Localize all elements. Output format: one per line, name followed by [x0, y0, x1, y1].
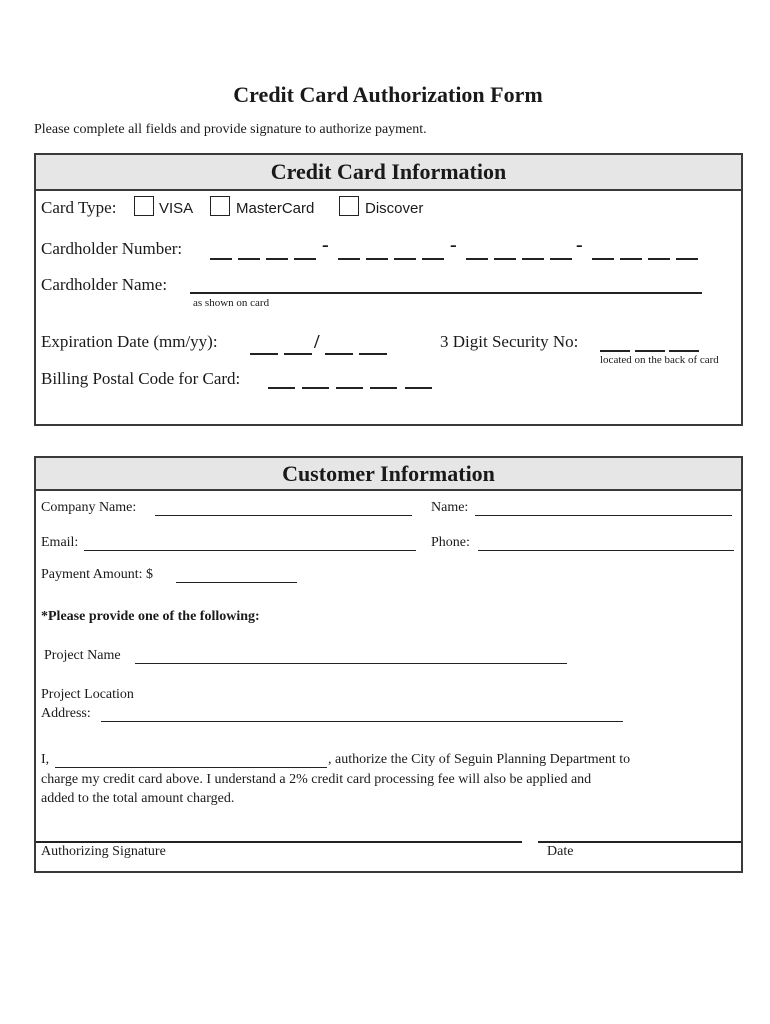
cardholder-number-label: Cardholder Number: — [41, 239, 183, 258]
date-label: Date — [547, 844, 574, 859]
cardholder-name-label: Cardholder Name: — [41, 275, 168, 294]
customer-section — [34, 456, 743, 873]
phone-label: Phone: — [431, 535, 470, 550]
cardholder-name-field[interactable] — [190, 292, 702, 294]
postal-code-label: Billing Postal Code for Card: — [41, 369, 241, 388]
payment-amount-field[interactable] — [176, 582, 297, 583]
number-separator: - — [450, 234, 457, 256]
number-separator: - — [322, 234, 329, 256]
discover-label: Discover — [365, 200, 424, 217]
form-instructions: Please complete all fields and provide signature to authorize payment. — [34, 122, 427, 137]
cardholder-name-hint: as shown on card — [193, 297, 270, 309]
form-title: Credit Card Authorization Form — [233, 82, 543, 107]
authorization-line-2: charge my credit card above. I understand a 2% credit card processing fee will also be applied and — [41, 772, 592, 787]
credit-card-section-header: Credit Card Information — [36, 155, 741, 191]
name-label: Name: — [431, 500, 469, 515]
email-label: Email: — [41, 535, 79, 550]
name-field[interactable] — [475, 515, 732, 516]
payment-amount-label: Payment Amount: $ — [41, 567, 153, 582]
project-name-label: Project Name — [44, 648, 121, 663]
authorization-line-1: , authorize the City of Seguin Planning Department to — [328, 752, 631, 767]
number-separator: - — [576, 234, 583, 256]
address-field[interactable] — [101, 721, 623, 722]
signature-line[interactable] — [36, 841, 522, 843]
provide-note: *Please provide one of the following: — [41, 609, 260, 624]
authorization-line-3: added to the total amount charged. — [41, 791, 235, 806]
customer-section-header: Customer Information — [36, 458, 741, 491]
address-label: Address: — [41, 706, 91, 721]
company-name-label: Company Name: — [41, 500, 137, 515]
expiration-date-label: Expiration Date (mm/yy): — [41, 332, 218, 351]
project-location-label: Project Location — [41, 687, 134, 702]
signature-label: Authorizing Signature — [41, 844, 166, 859]
authorizer-name-field[interactable] — [55, 767, 327, 768]
email-field[interactable] — [84, 550, 416, 551]
security-number-label: 3 Digit Security No: — [440, 332, 579, 351]
discover-checkbox[interactable] — [339, 196, 359, 216]
phone-field[interactable] — [478, 550, 734, 551]
authorization-i: I, — [41, 752, 50, 767]
mastercard-label: MasterCard — [236, 200, 315, 217]
visa-checkbox[interactable] — [134, 196, 154, 216]
mastercard-checkbox[interactable] — [210, 196, 230, 216]
date-line[interactable] — [538, 841, 741, 843]
visa-label: VISA — [159, 200, 194, 217]
card-type-label: Card Type: — [41, 198, 117, 217]
expiration-separator: / — [314, 331, 320, 353]
security-number-hint: located on the back of card — [600, 354, 719, 366]
company-name-field[interactable] — [155, 515, 412, 516]
project-name-field[interactable] — [135, 663, 567, 664]
